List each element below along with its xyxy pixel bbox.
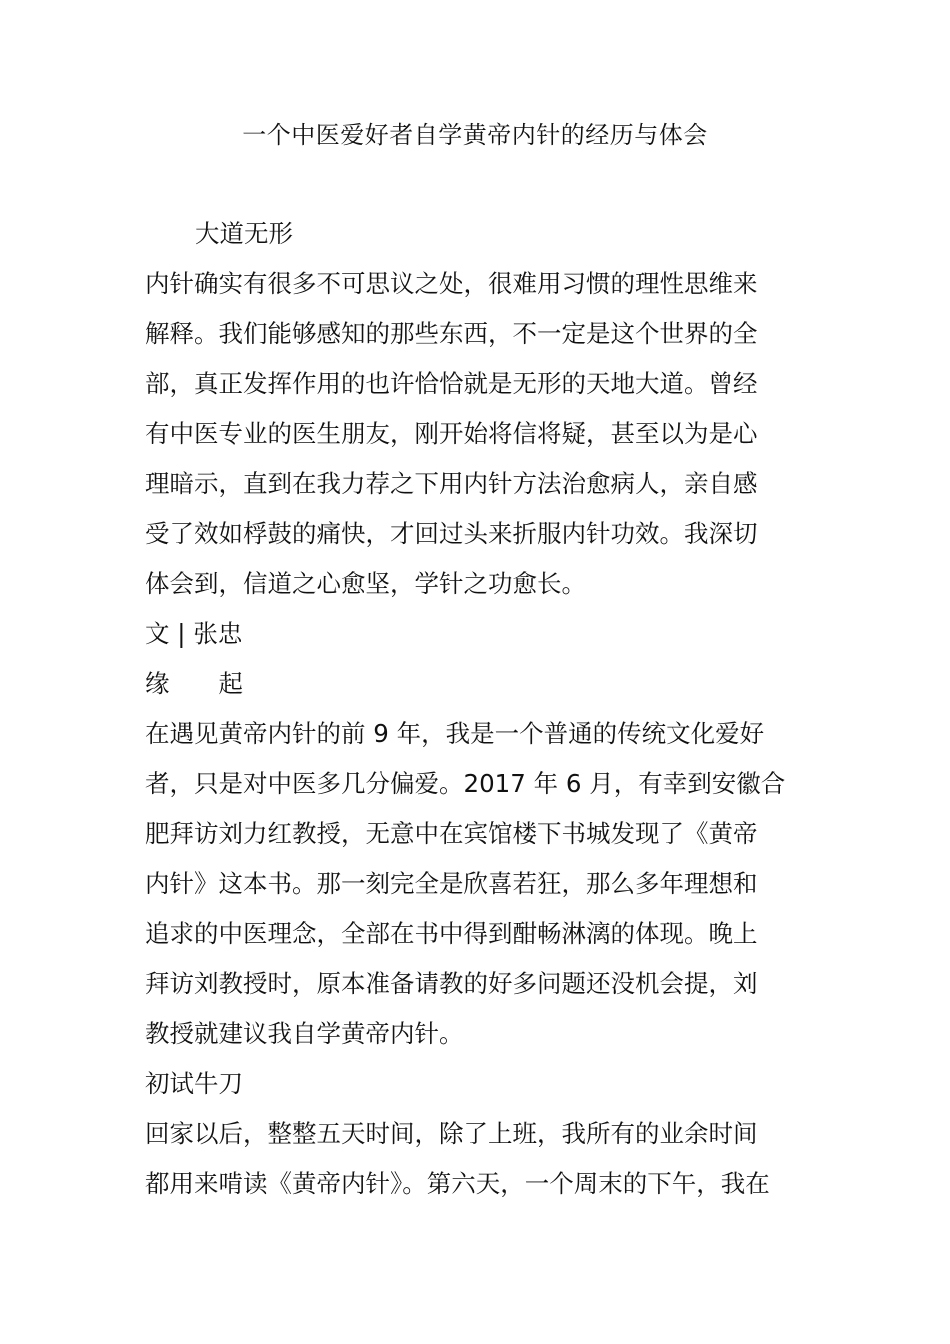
paragraph-line: 内针》这本书。那一刻完全是欣喜若狂，那么多年理想和: [145, 869, 758, 898]
paragraph-line: 都用来啃读《黄帝内针》。第六天，一个周末的下午，我在: [145, 1169, 770, 1198]
paragraph-line: 部，真正发挥作用的也许恰恰就是无形的天地大道。曾经: [145, 369, 758, 398]
byline: 文 | 张忠: [145, 619, 243, 648]
paragraph-line: 内针确实有很多不可思议之处，很难用习惯的理性思维来: [145, 269, 758, 298]
paragraph-line: 教授就建议我自学黄帝内针。: [145, 1019, 464, 1048]
section-heading-chushi-niudao: 初试牛刀: [145, 1069, 243, 1098]
paragraph-line: 在遇见黄帝内针的前 9 年，我是一个普通的传统文化爱好: [145, 719, 765, 748]
section-heading-dadao-wuxing: 大道无形: [195, 219, 293, 248]
paragraph-line: 回家以后，整整五天时间，除了上班，我所有的业余时间: [145, 1119, 758, 1148]
paragraph-line: 体会到，信道之心愈坚，学针之功愈长。: [145, 569, 586, 598]
paragraph-line: 者，只是对中医多几分偏爱。2017 年 6 月，有幸到安徽合: [145, 769, 786, 798]
paragraph-line: 拜访刘教授时，原本准备请教的好多问题还没机会提，刘: [145, 969, 758, 998]
paragraph-line: 受了效如桴鼓的痛快，才回过头来折服内针功效。我深切: [145, 519, 758, 548]
paragraph-line: 有中医专业的医生朋友，刚开始将信将疑，甚至以为是心: [145, 419, 758, 448]
paragraph-line: 解释。我们能够感知的那些东西，不一定是这个世界的全: [145, 319, 758, 348]
paragraph-line: 追求的中医理念，全部在书中得到酣畅淋漓的体现。晚上: [145, 919, 758, 948]
paragraph-line: 理暗示，直到在我力荐之下用内针方法治愈病人，亲自感: [145, 469, 758, 498]
section-heading-yuanqi: 缘 起: [145, 669, 243, 698]
paragraph-line: 肥拜访刘力红教授，无意中在宾馆楼下书城发现了《黄帝: [145, 819, 758, 848]
document-title: 一个中医爱好者自学黄帝内针的经历与体会: [242, 121, 708, 149]
